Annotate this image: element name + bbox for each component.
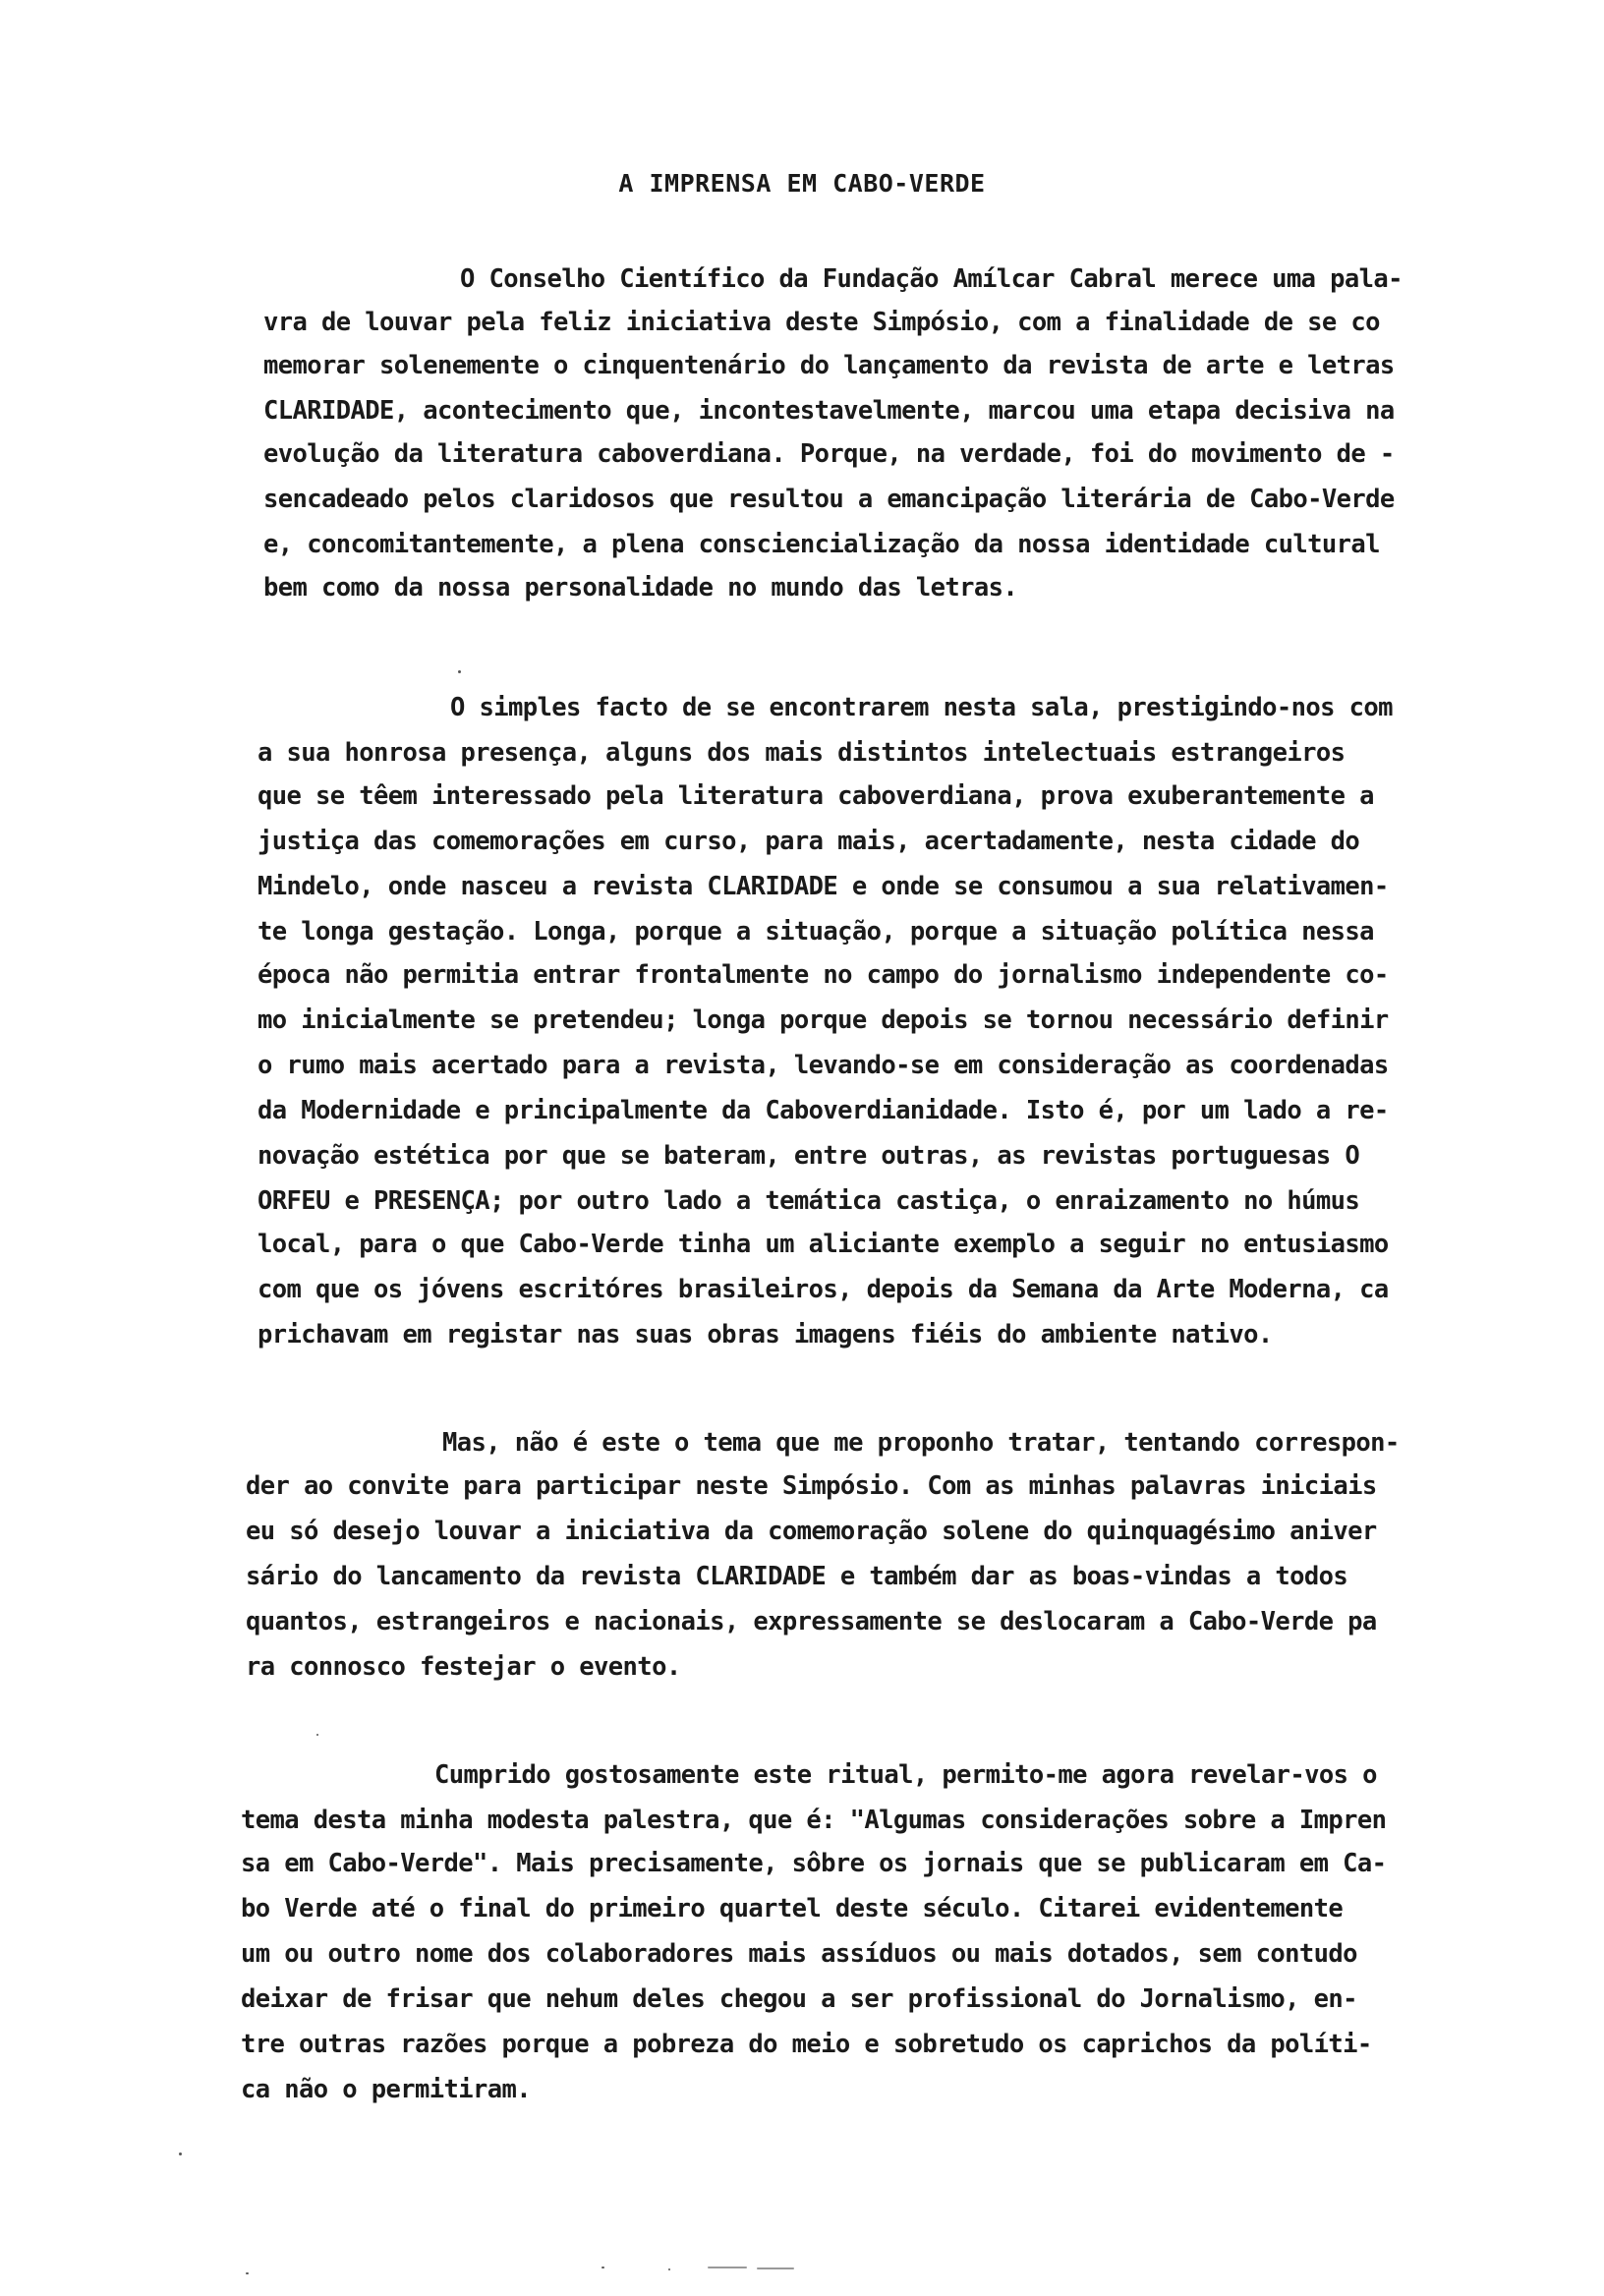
paragraph-2-line-8: mo inicialmente se pretendeu; longa porque depois se tornou necessário definir bbox=[258, 1005, 1389, 1035]
paragraph-1-line-7: e, concomitantemente, a plena consciencialização da nossa identidade cultural bbox=[263, 530, 1380, 559]
paragraph-2-line-4: justiça das comemorações em curso, para mais, acertadamente, nesta cidade do bbox=[258, 827, 1360, 856]
paragraph-4-line-1: Cumprido gostosamente este ritual, permito-me agora revelar-vos o bbox=[434, 1760, 1377, 1790]
paragraph-4-line-3: sa em Cabo-Verde". Mais precisamente, sôbre os jornais que se publicaram em Ca- bbox=[241, 1849, 1387, 1878]
paragraph-2-line-13: local, para o que Cabo-Verde tinha um aliciante exemplo a seguir no entusiasmo bbox=[258, 1230, 1389, 1259]
scan-speck bbox=[458, 670, 461, 673]
paragraph-2-line-5: Mindelo, onde nasceu a revista CLARIDADE e onde se consumou a sua relativamen- bbox=[258, 872, 1389, 901]
scan-speck bbox=[316, 1734, 318, 1736]
paragraph-2-line-2: a sua honrosa presença, alguns dos mais distintos intelectuais estrangeiros bbox=[258, 738, 1346, 768]
paragraph-2-line-12: ORFEU e PRESENÇA; por outro lado a temática castiça, o enraizamento no húmus bbox=[258, 1186, 1360, 1216]
paragraph-1-line-3: memorar solenemente o cinquentenário do lançamento da revista de arte e letras bbox=[263, 351, 1395, 380]
paragraph-1-line-2: vra de louvar pela feliz iniciativa deste Simpósio, com a finalidade de se co bbox=[263, 308, 1380, 337]
paragraph-2-line-14: com que os jóvens escritóres brasileiros, depois da Semana da Arte Moderna, ca bbox=[258, 1275, 1389, 1304]
paragraph-1-line-6: sencadeado pelos claridosos que resultou a emancipação literária de Cabo-Verde bbox=[263, 485, 1395, 514]
scan-speck bbox=[246, 2272, 249, 2274]
paragraph-3-line-6: ra connosco festejar o evento. bbox=[246, 1652, 681, 1682]
paragraph-3-line-1: Mas, não é este o tema que me proponho tratar, tentando correspon- bbox=[442, 1428, 1400, 1458]
paragraph-1-line-1: O Conselho Científico da Fundação Amílcar Cabral merece uma pala- bbox=[460, 264, 1403, 294]
paragraph-2-line-9: o rumo mais acertado para a revista, levando-se em consideração as coordenadas bbox=[258, 1051, 1389, 1080]
paragraph-2-line-11: novação estética por que se bateram, entre outras, as revistas portuguesas O bbox=[258, 1141, 1360, 1171]
paragraph-4-line-7: tre outras razões porque a pobreza do meio e sobretudo os caprichos da políti- bbox=[241, 2030, 1372, 2059]
paragraph-2-line-15: prichavam em registar nas suas obras imagens fiéis do ambiente nativo. bbox=[258, 1320, 1273, 1349]
paragraph-2-line-1: O simples facto de se encontrarem nesta sala, prestigindo-nos com bbox=[450, 693, 1393, 722]
paragraph-4-line-2: tema desta minha modesta palestra, que é: "Algumas considerações sobre a Impren bbox=[241, 1806, 1387, 1835]
paragraph-1-line-4: CLARIDADE, acontecimento que, incontestavelmente, marcou uma etapa decisiva na bbox=[263, 396, 1395, 426]
paragraph-4-line-8: ca não o permitiram. bbox=[241, 2075, 532, 2104]
paragraph-3-line-3: eu só desejo louvar a iniciativa da comemoração solene do quinquagésimo aniver bbox=[246, 1517, 1377, 1546]
paragraph-4-line-5: um ou outro nome dos colaboradores mais assíduos ou mais dotados, sem contudo bbox=[241, 1939, 1357, 1969]
paragraph-3-line-2: der ao convite para participar neste Simpósio. Com as minhas palavras iniciais bbox=[246, 1471, 1377, 1501]
scan-speck bbox=[708, 2267, 747, 2268]
scan-speck bbox=[757, 2267, 794, 2269]
paragraph-3-line-5: quantos, estrangeiros e nacionais, expressamente se deslocaram a Cabo-Verde pa bbox=[246, 1607, 1377, 1636]
paragraph-1-line-5: evolução da literatura caboverdiana. Porque, na verdade, foi do movimento de - bbox=[263, 439, 1395, 469]
paragraph-4-line-6: deixar de frisar que nehum deles chegou a ser profissional do Jornalismo, en- bbox=[241, 1984, 1357, 2014]
scan-speck bbox=[602, 2267, 604, 2268]
paragraph-4-line-4: bo Verde até o final do primeiro quartel deste século. Citarei evidentemente bbox=[241, 1894, 1344, 1923]
document-title: A IMPRENSA EM CABO-VERDE bbox=[618, 169, 986, 198]
paragraph-2-line-7: época não permitia entrar frontalmente no campo do jornalismo independente co- bbox=[258, 960, 1389, 990]
paragraph-1-line-8: bem como da nossa personalidade no mundo das letras. bbox=[263, 573, 1018, 603]
scan-speck bbox=[668, 2268, 670, 2270]
scan-speck bbox=[179, 2152, 182, 2155]
paragraph-3-line-4: sário do lancamento da revista CLARIDADE e também dar as boas-vindas a todos bbox=[246, 1562, 1348, 1591]
paragraph-2-line-3: que se têem interessado pela literatura caboverdiana, prova exuberantemente a bbox=[258, 781, 1374, 811]
paragraph-2-line-6: te longa gestação. Longa, porque a situação, porque a situação política nessa bbox=[258, 917, 1374, 947]
paragraph-2-line-10: da Modernidade e principalmente da Caboverdianidade. Isto é, por um lado a re- bbox=[258, 1096, 1389, 1125]
